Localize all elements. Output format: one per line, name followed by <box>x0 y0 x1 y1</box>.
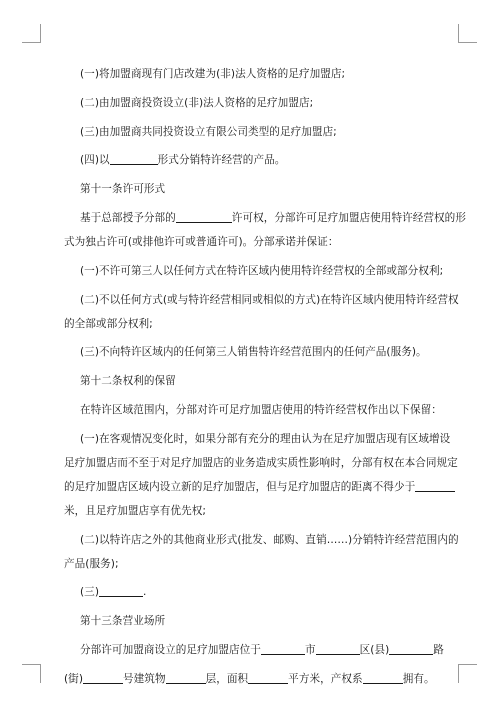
article-11-clause-1 <box>64 259 444 283</box>
item-2-text: (二)由加盟商投资设立(非)法人资格的足疗加盟店; <box>80 96 314 109</box>
article-11-clause-2 <box>64 288 459 312</box>
article-11-title-text: 第十一条许可形式 <box>80 183 166 196</box>
item-3 <box>64 120 444 144</box>
paragraph-text: 平方米，产权系 <box>288 672 363 685</box>
item-4-text-end: 形式分销特许经营的产品。 <box>157 154 286 167</box>
article-11-paragraph-cont <box>64 230 444 254</box>
paragraph-text: 式为独占许可(或排他许可或普通许可)。分部承诺并保证： <box>64 235 339 248</box>
fill-blank[interactable] <box>99 584 143 597</box>
document-page <box>64 62 466 691</box>
paragraph-text: (街) <box>64 672 84 685</box>
paragraph-text: 市 <box>304 643 316 656</box>
article-11-title <box>64 177 444 201</box>
paragraph-text: 路 <box>433 643 444 656</box>
crop-mark-top-left <box>22 24 41 43</box>
article-12-reservation-2-end <box>64 552 444 576</box>
paragraph-text: 许可权，分部许可足疗加盟店使用特许经营权的形 <box>231 211 466 224</box>
item-2 <box>64 91 444 115</box>
article-12-reservation-1-cont <box>64 475 444 499</box>
clause-text: (二)不以任何方式(或与特许经营相同或相似的方式)在特许区域内使用特许经营权 <box>80 293 459 306</box>
clause-text: 米，且足疗加盟店享有优先权; <box>64 504 206 517</box>
paragraph-text: 在特许区域范围内，分部对许可足疗加盟店使用的特许经营权作出以下保留： <box>80 403 442 416</box>
article-12-reservation-3 <box>64 580 444 604</box>
item-1-text: (一)将加盟商现有门店改建为(非)法人资格的足疗加盟店; <box>80 68 346 80</box>
clause-text: (三) <box>80 586 100 599</box>
clause-text: 的全部或部分权利; <box>64 317 153 330</box>
article-13-title-text: 第十三条营业场所 <box>80 615 166 628</box>
fill-blank[interactable] <box>261 642 305 655</box>
item-1 <box>64 62 444 86</box>
paragraph-text: 基于总部授予分部的 <box>80 211 176 224</box>
fill-blank[interactable] <box>176 210 232 223</box>
crop-mark-top-right <box>458 24 477 43</box>
clause-text: 足疗加盟店而不至于对足疗加盟店的业务造成实质性影响时，分部有权在本合同规定 <box>64 456 458 469</box>
article-11-paragraph <box>64 206 466 230</box>
paragraph-text: 分部许可加盟商设立的足疗加盟店位于 <box>80 643 261 656</box>
article-12-reservation-1-cont <box>64 451 458 475</box>
clause-text: (二)以特许店之外的其他商业形式(批发、邮购、直销……)分销特许经营范围内的 <box>80 533 459 546</box>
article-12-paragraph <box>64 398 444 422</box>
article-12-title <box>64 369 444 393</box>
article-13-title <box>64 609 444 633</box>
crop-mark-bottom-left <box>22 664 41 683</box>
article-13-paragraph-cont <box>64 667 444 691</box>
paragraph-text: 层，面积 <box>205 672 249 685</box>
item-3-text: (三)由加盟商共同投资设立有限公司类型的足疗加盟店; <box>80 125 337 138</box>
clause-text: 产品(服务); <box>64 557 119 570</box>
item-4 <box>64 148 444 172</box>
fill-blank[interactable] <box>83 671 123 684</box>
clause-text: (一)不许可第三人以任何方式在特许区域内使用特许经营权的全部或部分权利; <box>80 264 444 277</box>
paragraph-text: 拥有。 <box>402 672 435 685</box>
paragraph-text: 区(县) <box>359 643 390 656</box>
fill-blank[interactable] <box>316 642 360 655</box>
article-13-paragraph <box>64 638 444 662</box>
fill-blank[interactable] <box>363 671 403 684</box>
article-11-clause-2-cont <box>64 312 444 336</box>
paragraph-text: 号建筑物 <box>123 672 166 685</box>
fill-blank[interactable] <box>248 671 288 684</box>
clause-text: (一)在客观情况变化时，如果分部有充分的理由认为在足疗加盟店现有区域增设 <box>80 432 451 445</box>
fill-blank[interactable] <box>166 671 206 684</box>
article-12-title-text: 第十二条权利的保留 <box>80 375 176 388</box>
article-11-clause-3 <box>64 340 444 364</box>
fill-blank[interactable] <box>389 642 433 655</box>
fill-blank[interactable] <box>415 479 455 492</box>
article-12-reservation-1-end <box>64 499 444 523</box>
fill-blank[interactable] <box>110 152 158 165</box>
article-12-reservation-2 <box>64 528 459 552</box>
clause-text: . <box>143 586 147 599</box>
article-12-reservation-1 <box>64 427 451 451</box>
clause-text: (三)不向特许区域内的任何第三人销售特许经营范围内的任何产品(服务)。 <box>80 346 427 359</box>
clause-text: 的足疗加盟店区域内设立新的足疗加盟店，但与足疗加盟店的距离不得少于 <box>64 480 416 493</box>
item-4-text-start: (四)以 <box>80 154 110 167</box>
crop-mark-bottom-right <box>458 664 477 683</box>
